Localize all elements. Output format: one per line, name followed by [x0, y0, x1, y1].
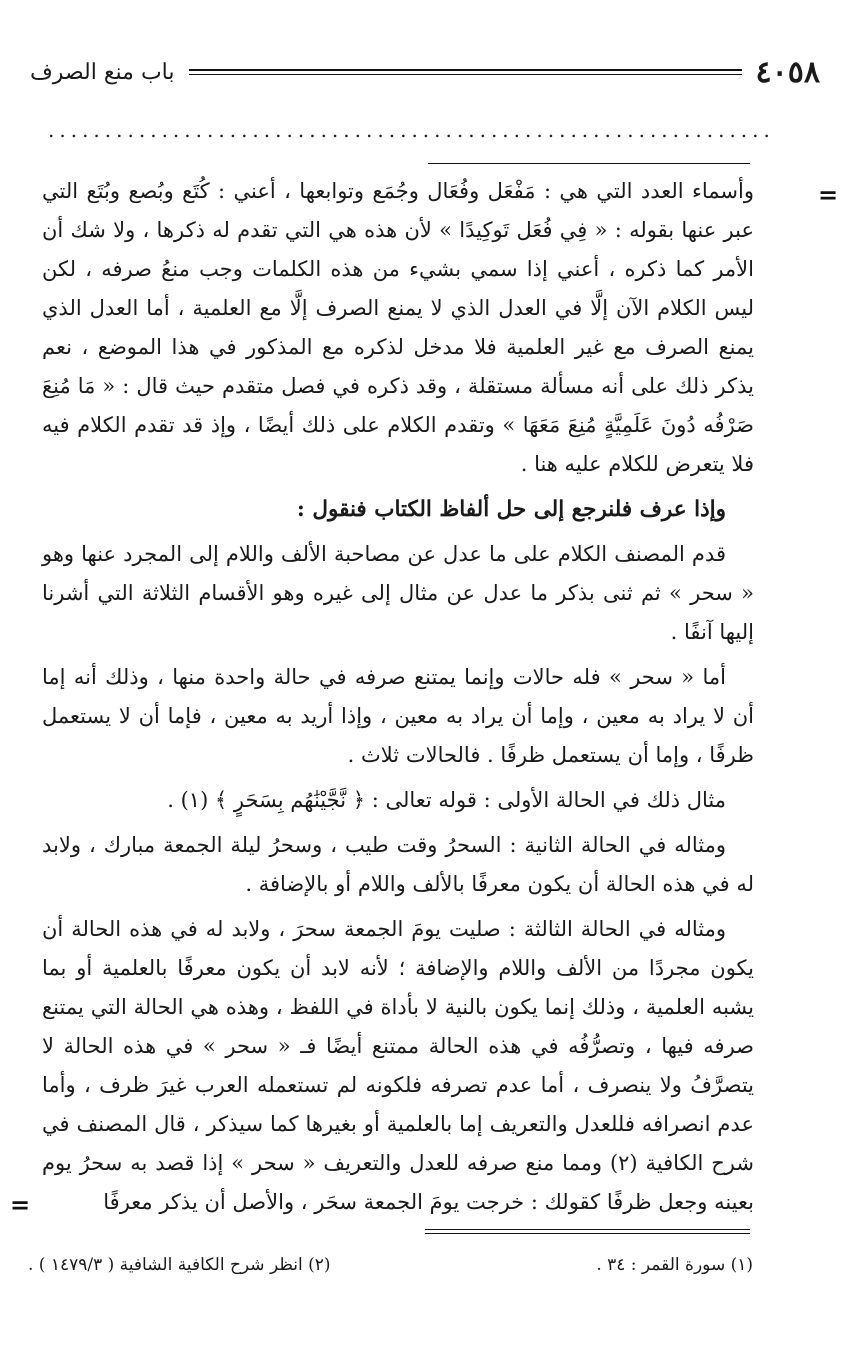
- footnote-rule: [425, 1229, 750, 1234]
- continuation-mark-top: =: [818, 180, 839, 209]
- page-header: [30, 52, 820, 92]
- footnotes: [28, 1255, 753, 1275]
- paragraph: وأسماء العدد التي هي : مَفْعَل وفُعَال وجُمَع وتوابعها ، أعني : كُتَع وبُصع وبُتَع التي عبر عنها بقوله : « فِي فُعَل تَوكِيدًا » لأن هذه هي التي تقدم له ذكرها ، ولا شك أن الأمر كما ذكره ، أعني إذا سمي بشيء من هذه الكلمات وجب منعُ صرفه ، لكن ليس الكلام الآن إلَّا في العدل الذي لا يمنع الصرف إلَّا مع العلمية ، أما العدل الذي يمنع الصرف مع غير العلمية فلا مدخل لذكره مع المذكور في هذا الموضع ، نعم يذكر ذلك على أنه مسألة مستقلة ، وقد ذكره في فصل متقدم حيث قال : « مَا مُنِعَ صَرْفُه دُونَ عَلَمِيَّةٍ مُنِعَ مَعَهَا » وتقدم الكلام على ذلك أيضًا ، وإذ قد تقدم الكلام فيه فلا يتعرض للكلام عليه هنا .: [42, 179, 754, 476]
- footnote-2: (٢) انظر شرح الكافية الشافية ( ١٤٧٩/٣ ) .: [28, 1255, 331, 1275]
- dotted-separator: ................................................................: [48, 118, 775, 142]
- paragraph: مثال ذلك في الحالة الأولى : قوله تعالى : ﴿ نَّجَّيْنَٰهُم بِسَحَرٍ ﴾ (١) .: [167, 788, 726, 812]
- running-title: باب منع الصرف: [30, 59, 175, 85]
- page-number: ٤٠٥٨: [755, 54, 820, 90]
- header-rule: [189, 69, 742, 75]
- footnote-1: (١) سورة القمر : ٣٤ .: [596, 1255, 753, 1275]
- paragraph: قدم المصنف الكلام على ما عدل عن مصاحبة الألف واللام إلى المجرد عنها وهو « سحر » ثم ثنى بذكر ما عدل عن مثال إلى غيره وهو الأقسام الثلاثة التي أشرنا إليها آنفًا .: [42, 542, 754, 644]
- section-rule: [428, 163, 750, 164]
- paragraph: أما « سحر » فله حالات وإنما يمتنع صرفه في حالة واحدة منها ، وذلك أنه إما أن لا يراد به معين ، وإما أن يراد به معين ، وإذا أريد به معين ، فإما أن لا يستعمل ظرفًا ، وإما أن يستعمل ظرفًا . فالحالات ثلاث .: [42, 665, 754, 767]
- continuation-mark-bottom: =: [10, 1190, 31, 1219]
- paragraph: ومثاله في الحالة الثالثة : صليت يومَ الجمعة سحرَ ، ولابد له في هذه الحالة أن يكون مجردًا من الألف واللام والإضافة ؛ لأنه لابد أن يكون معرفًا بالعلمية أو بما يشبه العلمية ، وذلك إنما يكون بالنية لا بأداة في اللفظ ، وهذه هي الحالة التي يمتنع صرفه فيها ، وتصرُّفُه في هذه الحالة ممتنع أيضًا فـ « سحر » في هذه الحالة لا يتصرَّفُ ولا ينصرف ، أما عدم تصرفه فلكونه لم تستعمله العرب غيرَ ظرف ، وأما عدم انصرافه فللعدل والتعريف إما بالعلمية أو بغيرها كما سيذكر ، قال المصنف في شرح الكافية (٢) ومما منع صرفه للعدل والتعريف « سحر » إذا قصد به سحرُ يوم بعينه وجعل ظرفًا كقولك : خرجت يومَ الجمعة سحَر ، والأصل أن يذكر معرفًا: [42, 917, 754, 1214]
- section-heading: وإذا عرف فلنرجع إلى حل ألفاظ الكتاب فنقول :: [296, 497, 726, 522]
- main-text: [42, 172, 754, 1228]
- paragraph: ومثاله في الحالة الثانية : السحرُ وقت طيب ، وسحرُ ليلة الجمعة مبارك ، ولابد له في هذه الحالة أن يكون معرفًا بالألف واللام أو بالإضافة .: [42, 833, 754, 896]
